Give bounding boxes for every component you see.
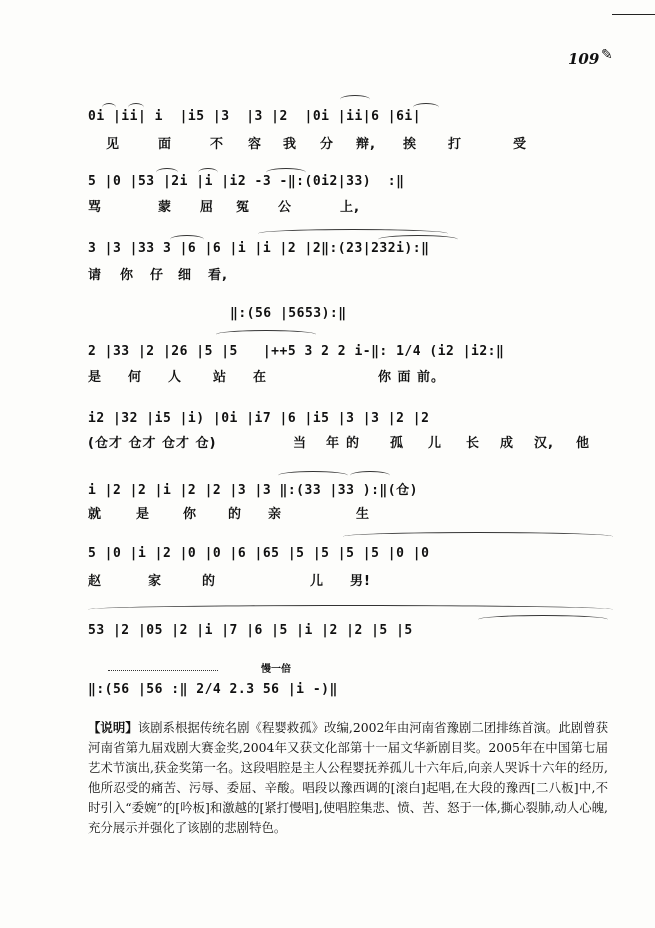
lyric-char: 我 xyxy=(283,137,298,152)
score-row-7 xyxy=(88,473,613,503)
lyric-char: 儿 xyxy=(310,574,325,589)
score-row-2 xyxy=(88,168,613,198)
lyric-char: 骂 xyxy=(88,200,103,215)
lyric-char: 打 xyxy=(448,137,463,152)
score-notes: 3 |3 |33 3 |6 |6 |i |i |2 |2‖:(23|232i):‖ xyxy=(88,241,430,256)
page-decoration-icon: ✎ xyxy=(601,47,613,63)
lyric-char: 就 xyxy=(88,507,103,522)
lyric-char: 在 xyxy=(253,370,268,385)
lyric-char: 容 xyxy=(248,137,263,152)
lyric-char: 见 xyxy=(106,137,121,152)
score-row-3 xyxy=(88,235,613,265)
score-notes: i |2 |2 |i |2 |2 |3 |3 ‖:(33 |33 ):‖(仓) xyxy=(88,483,418,498)
lyric-char: 挨 xyxy=(403,137,418,152)
tempo-mark: 慢一倍 xyxy=(261,664,291,675)
lyric-char: 家 xyxy=(148,574,163,589)
lyric-char: 蒙 xyxy=(158,200,173,215)
score-row-5 xyxy=(88,338,613,368)
lyric-char: 赵 xyxy=(88,574,103,589)
lyric-line-5 xyxy=(88,432,613,450)
lyric-phrase: 你 面 前。 xyxy=(378,370,446,385)
lyric-char: 请 xyxy=(88,268,103,283)
score-row-6 xyxy=(88,405,613,435)
score-row-4 xyxy=(230,300,370,330)
lyric-char: 是 xyxy=(136,507,151,522)
lyric-line-7 xyxy=(88,570,613,588)
lyric-char: 何 xyxy=(128,370,143,385)
lyric-char: 屈 xyxy=(200,200,215,215)
lyric-phrase: (仓才 仓才 仓才 仓) xyxy=(88,436,217,451)
lyric-char: 辩, xyxy=(356,137,376,152)
score-notes: 5 |0 |i |2 |0 |0 |6 |65 |5 |5 |5 |5 |0 |0 xyxy=(88,546,430,561)
lyric-char: 他 xyxy=(576,436,591,451)
lyric-char: 公 xyxy=(278,200,293,215)
corner-rule xyxy=(612,0,655,15)
lyric-char: 的 xyxy=(228,507,243,522)
lyric-char: 冤 xyxy=(236,200,251,215)
lyric-char: 你 xyxy=(120,268,135,283)
lyric-line-4 xyxy=(88,366,613,384)
lyric-char: 的 xyxy=(346,436,361,451)
lyric-char: 看, xyxy=(208,268,228,283)
score-row-9 xyxy=(88,617,613,647)
lyric-line-3 xyxy=(88,264,613,282)
score-notes: ‖:(56 |56 :‖ 2/4 2.3 56 |i -)‖ xyxy=(88,682,338,697)
lyric-char: 面 xyxy=(158,137,173,152)
lyric-char: 当 xyxy=(293,436,308,451)
explanation-text: 该剧系根据传统名剧《程婴救孤》改编,2002年由河南省豫剧二团排练首演。此剧曾获河南省第九届戏剧大赛金奖,2004年又获文化部第十一届文华新剧目奖。2005年在中国第七届艺术节演出,获金奖第一名。这段唱腔是主人公程婴抚养孤儿十六年后,向亲人哭诉十六年的经历,他所忍受的痛苦、污辱、委屈、辛酸。唱段以豫西调的[滚白]起唱,在大段的豫西[二八板]中,不时引入“委婉”的[吟板]和激越的[紧打慢唱],使唱腔集悲、愤、苦、怒于一体,撕心裂肺,动人心魄,充分展示并强化了该剧的悲剧特色。 xyxy=(88,720,608,835)
explanation-paragraph xyxy=(88,718,608,838)
lyric-line-1 xyxy=(88,133,613,151)
score-row-8 xyxy=(88,540,613,570)
lyric-char: 不 xyxy=(210,137,225,152)
lyric-char: 孤 xyxy=(390,436,405,451)
lyric-char: 生 xyxy=(356,507,371,522)
lyric-char: 站 xyxy=(213,370,228,385)
lyric-char: 儿 xyxy=(428,436,443,451)
score-notes: i2 |32 |i5 |i) |0i |i7 |6 |i5 |3 |3 |2 |2 xyxy=(88,411,430,426)
lyric-char: 成 xyxy=(500,436,515,451)
score-row-10 xyxy=(88,676,613,706)
score-notes: 53 |2 |05 |2 |i |7 |6 |5 |i |2 |2 |5 |5 xyxy=(88,623,413,638)
explanation-label: 【说明】 xyxy=(88,720,138,735)
lyric-char: 年 xyxy=(326,436,341,451)
lyric-char: 细 xyxy=(178,268,193,283)
score-row-1 xyxy=(88,103,613,133)
lyric-char: 亲 xyxy=(268,507,283,522)
lyric-char: 的 xyxy=(202,574,217,589)
score-notes: 0i |ii| i |i5 |3 |3 |2 |0i |ii|6 |6i| xyxy=(88,109,422,124)
lyric-char: 是 xyxy=(88,370,103,385)
lyric-char: 人 xyxy=(168,370,183,385)
lyric-line-2 xyxy=(88,196,613,214)
lyric-char: 长 xyxy=(466,436,481,451)
score-notes: 5 |0 |53 |2i |i |i2 -3 -‖:(0i2|33) :‖ xyxy=(88,174,405,189)
lyric-line-6 xyxy=(88,503,613,521)
lyric-char: 分 xyxy=(320,137,335,152)
page-number: 109 xyxy=(568,50,600,68)
lyric-char: 受 xyxy=(513,137,528,152)
lyric-char: 男! xyxy=(350,574,371,589)
lyric-char: 你 xyxy=(183,507,198,522)
lyric-char: 仔 xyxy=(150,268,165,283)
score-notes: ‖:(56 |5653):‖ xyxy=(230,306,347,321)
score-notes: 2 |33 |2 |26 |5 |5 |++5 3 2 2 i-‖: 1/4 (i2 |i2:‖ xyxy=(88,344,505,359)
lyric-char: 汉, xyxy=(534,436,554,451)
lyric-char: 上, xyxy=(340,200,360,215)
